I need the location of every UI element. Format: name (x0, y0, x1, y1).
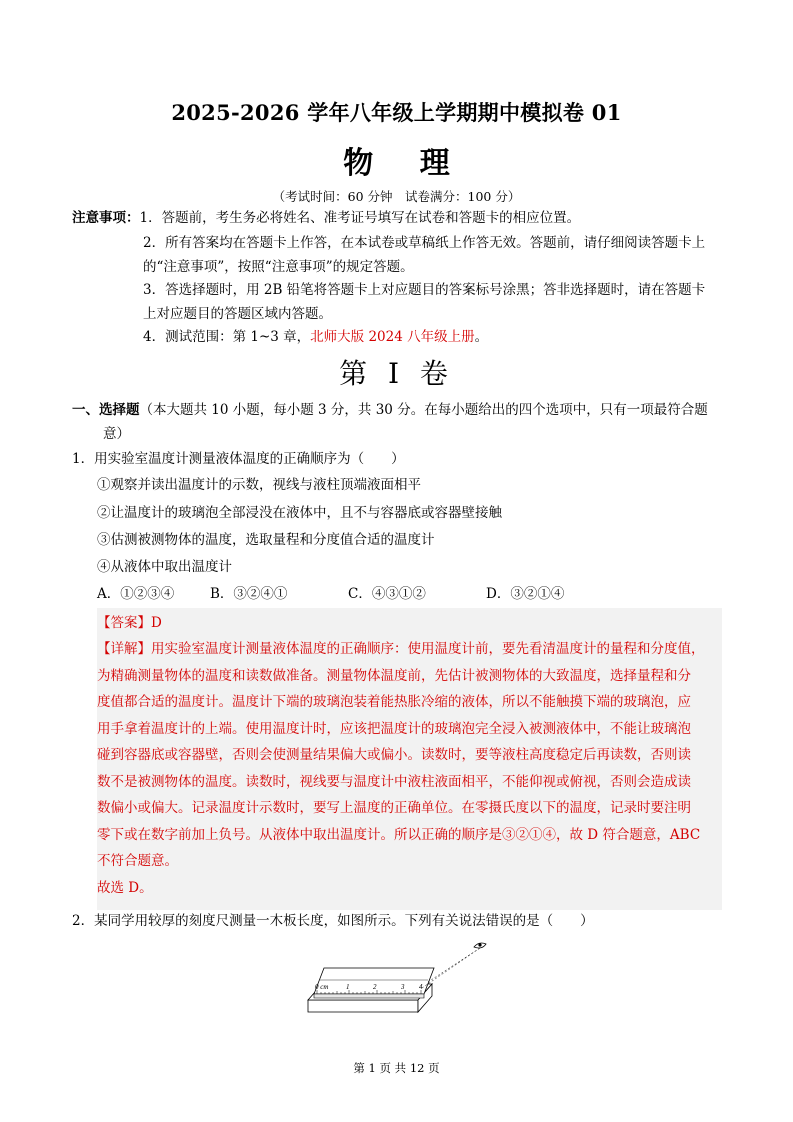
q1-options (97, 585, 564, 603)
notes-label: 注意事项： (72, 210, 140, 226)
q1-option-c: C．④③①② (348, 586, 426, 602)
q1-step-2: ②让温度计的玻璃泡全部浸没在液体中，且不与容器底或容器壁接触 (97, 505, 502, 521)
notes-item-4 (143, 328, 488, 346)
ruler-label-0: 0 cm (315, 983, 329, 991)
q1-detail-line-7: 数偏小或偏大。记录温度计示数时，要写上温度的正确单位。在零摄氏度以下的温度，记录时要注明 (97, 800, 691, 816)
exam-title: 2025-2026 学年八年级上学期期中模拟卷 01 (171, 100, 622, 125)
section-1-heading (72, 401, 708, 419)
ruler-edge (314, 994, 424, 998)
notes-item-3: 3．答选择题时，用 2B 铅笔将答题卡上对应题目的答案标号涂黑；答非选择题时，请在答题卡 (143, 282, 706, 298)
q1-detail-line-1 (97, 640, 705, 658)
q1-step-4: ④从液体中取出温度计 (97, 559, 232, 575)
notes-item-4-scope: 北师大版 2024 八年级上册 (310, 329, 475, 345)
section-1-desc: （本大题共 10 小题，每小题 3 分，共 30 分。在每小题给出的四个选项中，只有一项最符合题 (139, 402, 708, 418)
ruler-label-3: 3 (401, 983, 405, 991)
ruler-label-1: 1 (346, 983, 350, 991)
q1-detail-line-9: 不符合题意。 (97, 853, 178, 869)
section-1-desc-cont: 意） (103, 426, 130, 442)
q1-step-3: ③估测被测物体的温度，选取量程和分度值合适的温度计 (97, 532, 435, 548)
q1-option-b: B．③②④① (210, 586, 288, 602)
notes-line-1 (72, 209, 580, 227)
eye-pupil (478, 943, 481, 946)
q1-detail-line-4: 用手拿着温度计的上端。使用温度计时，应该把温度计的玻璃泡完全浸入被测液体中，不能让玻璃泡 (97, 721, 691, 737)
sight-line-2 (428, 948, 480, 982)
ruler-measurement-figure (300, 938, 500, 1018)
q2-stem: 2．某同学用较厚的刻度尺测量一木板长度，如图所示。下列有关说法错误的是（ ） (72, 913, 594, 929)
notes-item-4-prefix: 4．测试范围：第 1~3 章， (143, 329, 311, 345)
q1-detail-text-1: 用实验室温度计测量液体温度的正确顺序：使用温度计前，要先看清温度计的量程和分度值， (151, 641, 705, 657)
section-1-label: 一、选择题 (72, 402, 140, 418)
q1-answer: 【答案】D (97, 615, 162, 631)
subject-title: 物 理 (343, 146, 468, 181)
notes-item-2-cont: 的“注意事项”，按照“注意事项”的规定答题。 (143, 259, 414, 275)
q1-stem: 1．用实验室温度计测量液体温度的正确顺序为（ ） (72, 451, 405, 467)
q1-detail-line-8: 零下或在数字前加上负号。从液体中取出温度计。所以正确的顺序是③②①④，故 D 符合题意，ABC (97, 827, 701, 843)
q1-option-a: A．①②③④ (97, 586, 175, 602)
q1-detail-line-6: 数不是被测物体的温度。读数时，视线要与温度计中液柱液面相平，不能仰视或俯视，否则会造成读 (97, 774, 691, 790)
notes-item-2: 2．所有答案均在答题卡上作答，在本试卷或草稿纸上作答无效。答题前，请仔细阅读答题卡上 (143, 235, 706, 251)
board-front (308, 1000, 418, 1012)
q1-detail-line-2: 为精确测量物体的温度和读数做准备。测量物体温度前，先估计被测物体的大致温度，选择量程和分 (97, 668, 691, 684)
notes-item-3-cont: 上对应题目的答题区域内答题。 (143, 306, 332, 322)
notes-item-4-suffix: 。 (474, 329, 489, 345)
ruler-label-4: 4 (419, 983, 423, 991)
q1-detail-line-5: 碰到容器底或容器壁，否则会使测量结果偏大或偏小。读数时，要等液柱高度稳定后再读数，否则读 (97, 747, 691, 763)
ruler-label-2: 2 (373, 983, 377, 991)
q1-step-1: ①观察并读出温度计的示数，视线与液柱顶端液面相平 (97, 477, 421, 493)
q1-option-d: D．③②①④ (486, 586, 565, 602)
volume-heading: 第 I 卷 (339, 357, 454, 390)
page-footer: 第 1 页 共 12 页 (353, 1061, 440, 1075)
q1-detail-line-3: 度值都合适的温度计。温度计下端的玻璃泡装着能热胀冷缩的液体，所以不能触摸下端的玻璃泡，应 (97, 694, 691, 710)
exam-info: （考试时间：60 分钟 试卷满分：100 分） (272, 189, 521, 204)
q1-detail-label: 【详解】 (97, 641, 151, 657)
notes-item-1: 1．答题前，考生务必将姓名、准考证号填写在试卷和答题卡的相应位置。 (139, 210, 581, 226)
q1-conclusion: 故选 D。 (97, 880, 153, 896)
